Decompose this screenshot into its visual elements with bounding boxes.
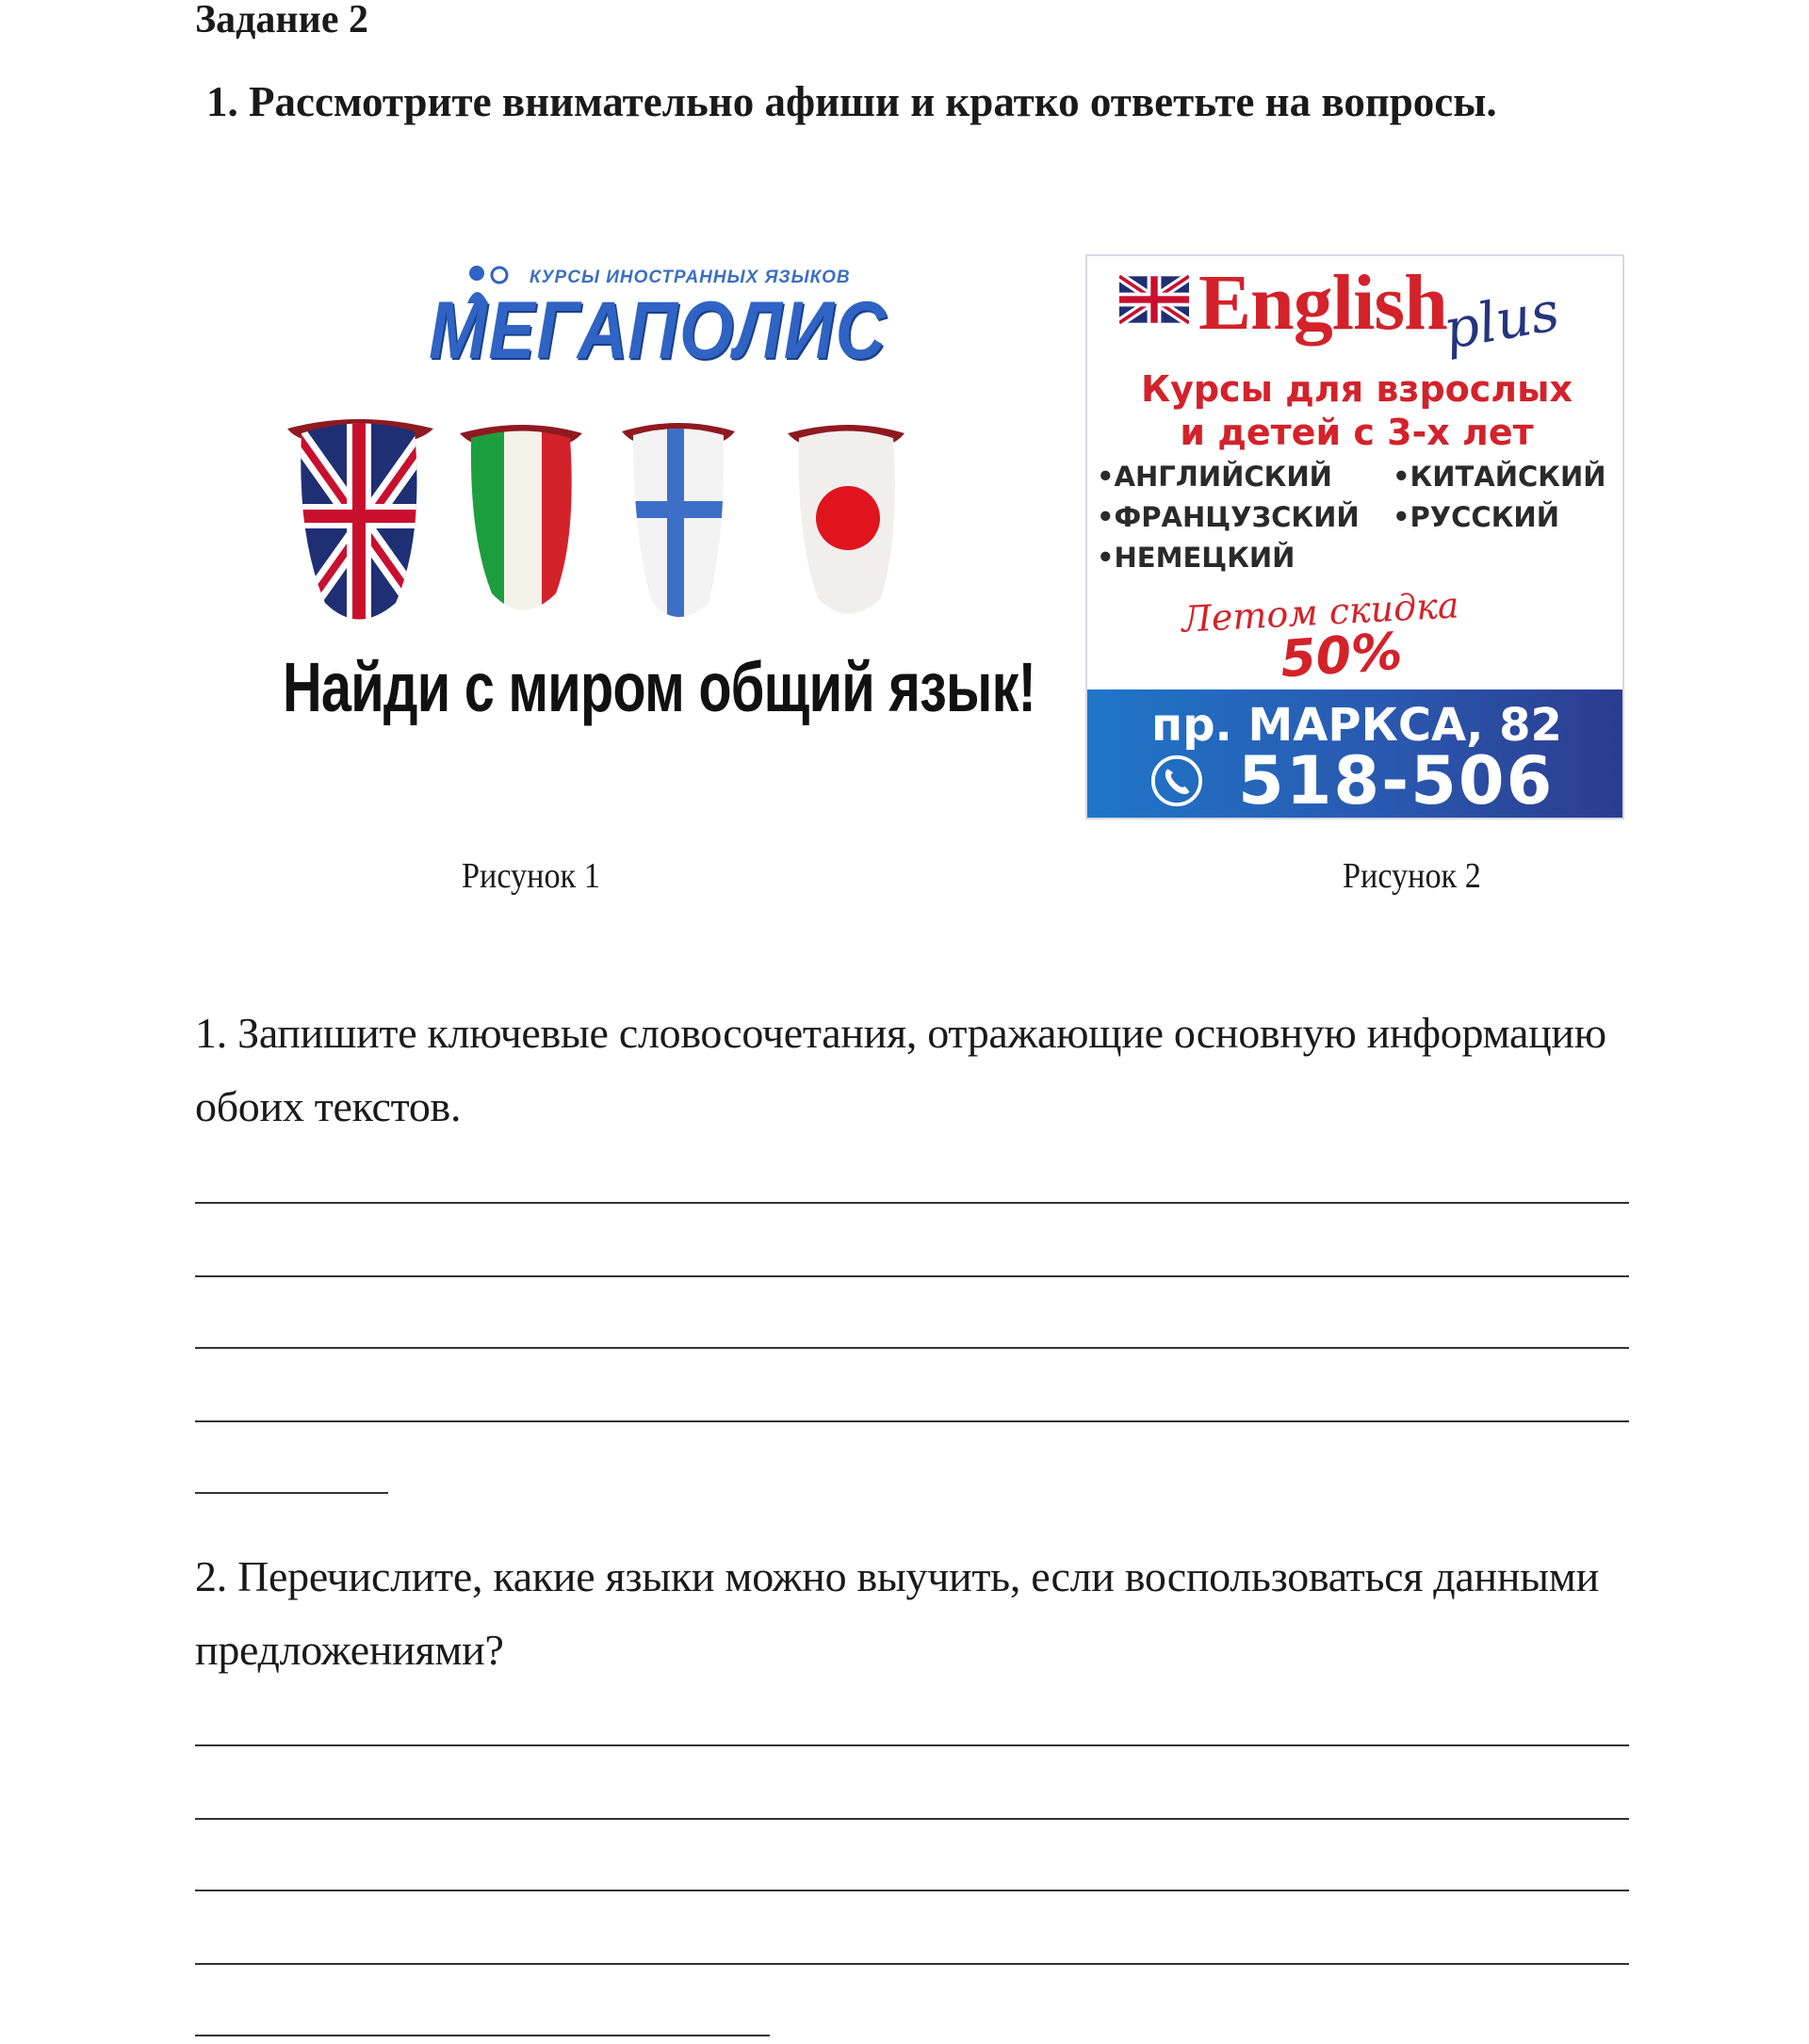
poster1-logo: МЕГАПОЛИС bbox=[429, 285, 888, 376]
italy-flag-tongue-icon bbox=[466, 414, 584, 631]
poster2-sale-percent: 50% bbox=[1278, 621, 1405, 689]
language-item: •КИТАЙСКИЙ bbox=[1393, 461, 1606, 493]
answer-line[interactable] bbox=[195, 1963, 1629, 1965]
poster2-brand-suffix: plus bbox=[1439, 278, 1564, 363]
uk-flag-tongue-icon bbox=[283, 414, 443, 631]
task-instruction bbox=[195, 66, 1514, 138]
answer-line[interactable] bbox=[195, 1202, 1629, 1204]
answer-line[interactable] bbox=[195, 2035, 770, 2036]
poster-megapolis bbox=[236, 235, 1036, 763]
instruction-text: Рассмотрите внимательно афиши и кратко ответьте на вопросы. bbox=[249, 78, 1497, 125]
courses-line-2: и детей с 3-х лет bbox=[1180, 412, 1534, 453]
language-item: •АНГЛИЙСКИЙ bbox=[1097, 461, 1332, 493]
japan-flag-tongue-icon bbox=[791, 414, 904, 631]
language-item: •РУССКИЙ bbox=[1393, 501, 1559, 533]
finland-flag-tongue-icon bbox=[627, 414, 730, 631]
answer-line[interactable] bbox=[195, 1890, 1629, 1891]
language-item: •ФРАНЦУЗСКИЙ bbox=[1097, 501, 1360, 533]
phone-icon bbox=[1149, 754, 1204, 808]
poster2-courses bbox=[1087, 367, 1626, 454]
question-2: 2. Перечислите, какие языки можно выучить, если воспользоваться данными предложениями? bbox=[195, 1552, 1599, 1674]
poster2-phone: 518-506 bbox=[1238, 742, 1555, 819]
poster2-sale-text: Летом скидка bbox=[1181, 584, 1460, 641]
poster1-subtitle: КУРСЫ ИНОСТРАННЫХ ЯЗЫКОВ bbox=[530, 268, 851, 287]
figure-caption-1: Рисунок 1 bbox=[462, 856, 600, 896]
answer-line[interactable] bbox=[195, 1492, 388, 1494]
answer-line[interactable] bbox=[195, 1275, 1629, 1277]
answer-line[interactable] bbox=[195, 1818, 1629, 1820]
task-title: Задание 2 bbox=[195, 0, 368, 41]
uk-flag-icon bbox=[1119, 273, 1189, 326]
question-1: 1. Запишите ключевые словосочетания, отражающие основную информацию обоих текстов. bbox=[195, 1009, 1606, 1130]
answer-line[interactable] bbox=[195, 1347, 1629, 1349]
courses-line-1: Курсы для взрослых bbox=[1141, 368, 1573, 410]
poster2-brand: English bbox=[1198, 259, 1447, 347]
poster2-address: пр. МАРКСА, 82 bbox=[1151, 699, 1562, 752]
language-item: •НЕМЕЦКИЙ bbox=[1097, 542, 1296, 574]
instruction-number: 1. bbox=[206, 78, 238, 125]
figure-caption-2: Рисунок 2 bbox=[1343, 856, 1481, 896]
poster1-slogan: Найди с миром общий язык! bbox=[283, 648, 1036, 726]
answer-line[interactable] bbox=[195, 1420, 1629, 1422]
flag-tongues-image bbox=[283, 414, 961, 631]
poster-english-plus bbox=[1085, 254, 1624, 819]
answer-line[interactable] bbox=[195, 1744, 1629, 1746]
